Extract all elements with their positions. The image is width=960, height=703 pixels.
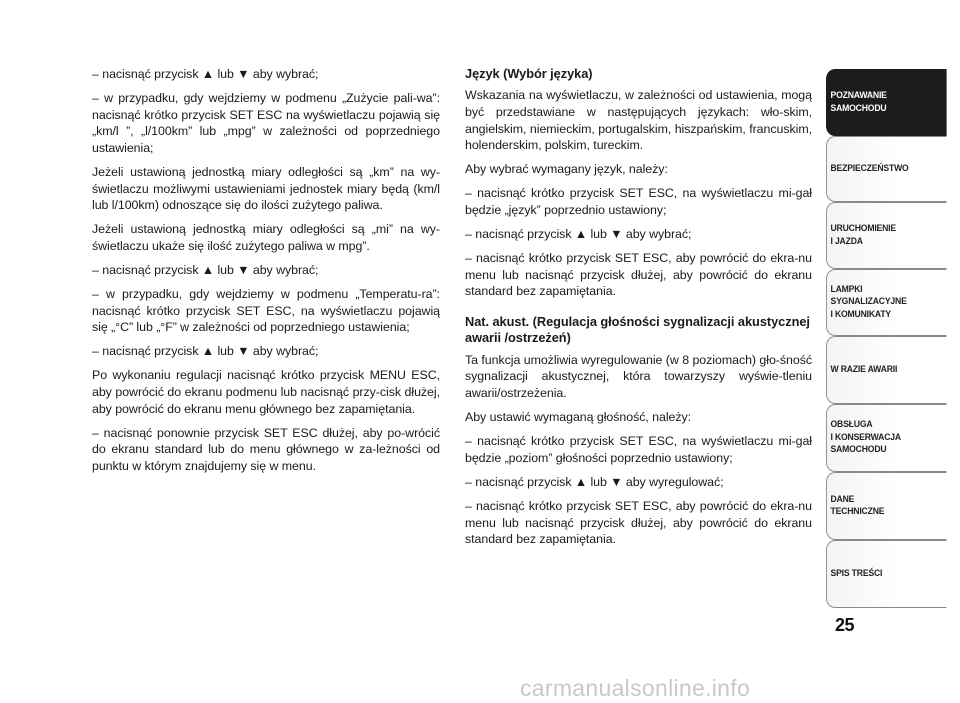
paragraph: – nacisnąć krótko przycisk SET ESC, na wyświetlaczu mi-gał będzie „poziom” głośności poprzednio ustawiony; <box>465 434 812 465</box>
paragraph: Jeżeli ustawioną jednostką miary odległości są „mi” na wy-świetlaczu ukaże się ilość zużytego paliwa w mpg”. <box>92 222 440 253</box>
section-heading-buzzer-volume: Nat. akust. (Regulacja głośności sygnalizacji akustycznej awarii /ostrzeżeń) <box>465 313 810 346</box>
tab-label-line: TECHNICZNE <box>830 506 885 517</box>
tab-uruchomienie-i-jazda[interactable] <box>826 202 947 269</box>
chapter-tabs <box>826 69 960 608</box>
paragraph: – w przypadku, gdy wejdziemy w podmenu „Temperatu-ra”: nacisnąć krótko przycisk SET ESC, na wyświetlaczu pojawią się „°C” lub „°F” w zależności od poprzedniego ustawienia; <box>92 287 440 335</box>
tab-dane-techniczne[interactable] <box>826 472 947 540</box>
tab-label-line: SYGNALIZACYJNE <box>830 296 907 308</box>
tab-label-line: SAMOCHODU <box>830 444 887 456</box>
tab-label-line: W RAZIE AWARII <box>830 363 898 375</box>
paragraph: Wskazania na wyświetlaczu, w zależności od ustawienia, mogą być przedstawiane w następujących językach: wło-skim, angielskim, niemieckim, portugalskim, hiszpańskim, francuskim, holenderskim, polskim, tureckim. <box>465 88 812 153</box>
paragraph: – nacisnąć przycisk ▲ lub ▼ aby wybrać; <box>92 262 319 277</box>
paragraph: – nacisnąć ponownie przycisk SET ESC dłużej, aby po-wrócić do ekranu standard lub do menu głównego w za-leżności od punktu w którym znajdujemy się w menu. <box>92 425 440 473</box>
paragraph: – w przypadku, gdy wejdziemy w podmenu „Zużycie pali-wa”: nacisnąć krótko przycisk SET ESC na wyświetlaczu pojawią się „km/l ”, „l/100km” lub „mpg” w zależności od poprzedniego ustawienia; <box>92 91 440 155</box>
tab-label-line: SPIS TREŚCI <box>830 567 883 579</box>
paragraph: – nacisnąć krótko przycisk SET ESC, aby powrócić do ekra-nu menu lub nacisnąć przycisk dłużej, aby powrócić do ekranu standard bez zapamiętania. <box>465 251 812 299</box>
paragraph: Aby wybrać wymagany język, należy: <box>465 162 668 177</box>
paragraph: – nacisnąć przycisk ▲ lub ▼ aby wyregulować; <box>465 474 724 489</box>
paragraph: Ta funkcja umożliwia wyregulowanie (w 8 poziomach) gło-śność sygnalizacji akustycznej, która towarzyszy wyświe-tleniu awarii/ostrzeżenia. <box>465 352 812 400</box>
paragraph: – nacisnąć przycisk ▲ lub ▼ aby wybrać; <box>92 67 319 81</box>
paragraph: Aby ustawić wymaganą głośność, należy: <box>465 410 692 425</box>
tab-label-line: POZNAWANIE <box>830 90 887 102</box>
tab-label-line: DANE <box>830 493 855 505</box>
left-column <box>92 66 440 482</box>
tab-label-line: I KOMUNIKATY <box>830 308 892 320</box>
tab-label-line: I JAZDA <box>830 235 863 247</box>
tab-lampki-sygnalizacyjne[interactable] <box>826 269 947 336</box>
tab-label-line: I KONSERWACJA <box>830 431 901 443</box>
right-column <box>465 66 812 555</box>
paragraph: – nacisnąć krótko przycisk SET ESC, na wyświetlaczu mi-gał będzie „język” poprzednio ustawiony; <box>465 186 812 217</box>
paragraph: – nacisnąć krótko przycisk SET ESC, aby powrócić do ekra-nu menu lub nacisnąć przycisk dłużej, aby powrócić do ekranu standard bez zapamiętania. <box>465 498 812 547</box>
watermark: carmanualsonline.info <box>520 675 751 701</box>
tab-label-line: LAMPKI <box>830 283 863 295</box>
tab-label-line: SAMOCHODU <box>830 102 887 114</box>
tab-bezpieczenstwo[interactable] <box>826 136 947 202</box>
tab-w-razie-awarii[interactable] <box>826 336 947 404</box>
paragraph: – nacisnąć przycisk ▲ lub ▼ aby wybrać; <box>92 344 319 359</box>
tab-obsluga-i-konserwacja[interactable] <box>826 404 947 472</box>
tab-label-line: OBSŁUGA <box>830 419 873 431</box>
tab-spis-tresci[interactable] <box>826 540 947 608</box>
tab-poznawanie-samochodu[interactable] <box>826 69 947 136</box>
page-number: 25 <box>835 615 855 635</box>
paragraph: Po wykonaniu regulacji nacisnąć krótko przycisk MENU ESC, aby powrócić do ekranu podmenu lub nacisnąć przy-cisk dłużej, aby powrócić do ekranu menu głównego bez zapamiętania. <box>92 368 440 416</box>
tab-label-line: URUCHOMIENIE <box>830 223 896 235</box>
paragraph: – nacisnąć przycisk ▲ lub ▼ aby wybrać; <box>465 227 692 242</box>
section-heading-language: Język (Wybór języka) <box>465 66 593 81</box>
tab-label-line: BEZPIECZEŃSTWO <box>830 162 909 174</box>
paragraph: Jeżeli ustawioną jednostką miary odległości są „km” na wy-świetlaczu możliwymi ustawieniami jednostek miary będą (km/l lub l/100km) odnoszące się do ilości zużytego paliwa. <box>92 164 440 213</box>
